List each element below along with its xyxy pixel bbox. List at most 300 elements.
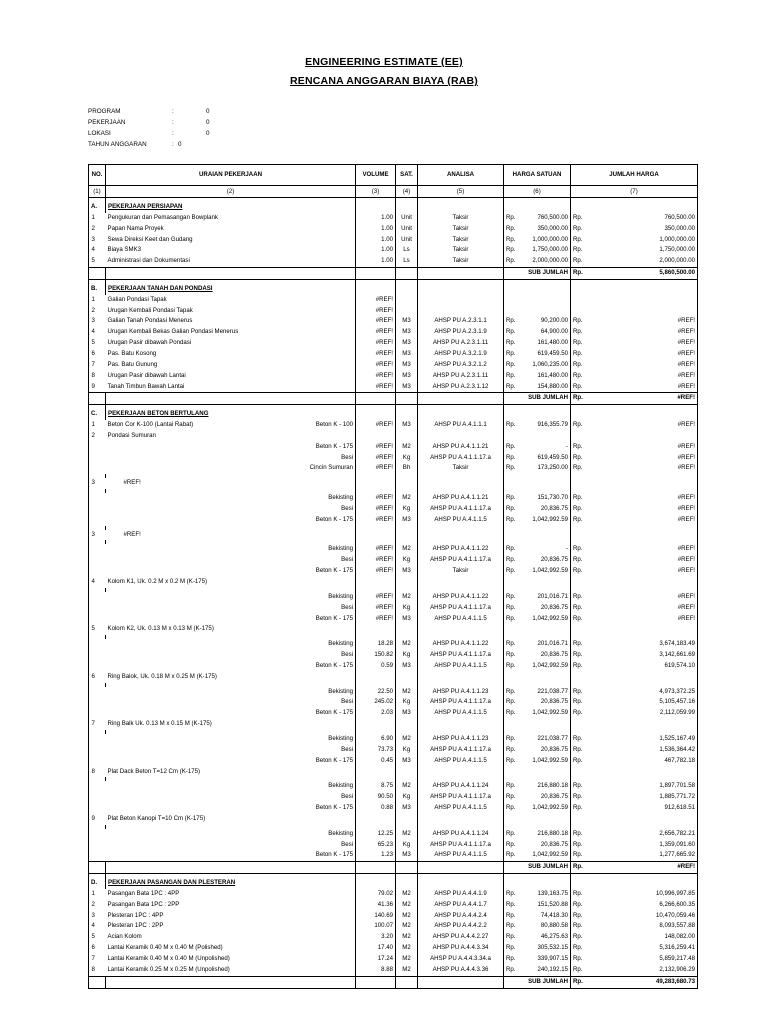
item-volume: #REF! — [356, 515, 396, 526]
item-number: 2 — [89, 431, 98, 442]
item-description — [106, 442, 270, 453]
item-volume: 17.24 — [356, 954, 396, 965]
item-component — [270, 814, 356, 825]
item-component: Besi — [341, 603, 354, 611]
indent-cell — [98, 504, 106, 515]
item-total: #REF! — [585, 555, 698, 566]
subtotal-label: SUB JUMLAH — [504, 393, 571, 405]
item-unit: M2 — [396, 639, 418, 650]
title-rab: RENCANA ANGGARAN BIAYA (RAB) — [290, 75, 478, 87]
col-header-volume: VOLUME — [356, 165, 396, 186]
currency-label: Rp. — [504, 327, 518, 338]
item-description: Biaya SMK3 — [107, 246, 142, 254]
currency-label: Rp. — [571, 976, 585, 988]
item-volume: #REF! — [356, 338, 396, 349]
indent-cell — [98, 306, 106, 317]
item-number — [89, 544, 98, 555]
item-description: Ring Balk Uk. 0.13 M x 0.15 M (K-175) — [107, 720, 212, 728]
currency-label: Rp. — [571, 316, 585, 327]
item-unit-price — [518, 767, 571, 778]
currency-label — [504, 530, 518, 541]
currency-label: Rp. — [504, 338, 518, 349]
currency-label: Rp. — [571, 900, 585, 911]
item-volume: 0.59 — [356, 661, 396, 672]
item-component: Beton K - 175 — [315, 567, 354, 575]
item-unit-price — [518, 624, 571, 635]
empty-cell — [504, 284, 571, 295]
item-volume: 1.00 — [356, 256, 396, 267]
item-analysis: AHSP PU A.4.1.1.23 — [418, 734, 504, 745]
item-component — [270, 624, 356, 635]
item-analysis: Taksir — [418, 235, 504, 246]
item-unit: M3 — [396, 382, 418, 393]
currency-label: Rp. — [504, 756, 518, 767]
item-unit-price — [518, 672, 571, 683]
indent-cell — [98, 829, 106, 840]
empty-cell — [571, 284, 698, 295]
item-component — [270, 965, 356, 976]
indent-cell — [98, 954, 106, 965]
item-total: 5,316,259.41 — [585, 943, 698, 954]
item-description: Sewa Direksi Keet dan Gudang — [107, 235, 193, 243]
empty-cell — [106, 393, 356, 405]
indent-cell — [98, 442, 106, 453]
item-unit: Kg — [396, 650, 418, 661]
item-unit: M2 — [396, 829, 418, 840]
item-total: 4,973,372.25 — [585, 687, 698, 698]
item-description: Urugan Kembali Pondasi Tapak — [107, 306, 193, 314]
currency-label: Rp. — [571, 781, 585, 792]
item-volume: 2.03 — [356, 708, 396, 719]
empty-cell — [356, 393, 396, 405]
table-row — [89, 829, 698, 840]
item-number: 4 — [89, 245, 98, 256]
item-unit: Unit — [396, 213, 418, 224]
item-unit-price — [518, 577, 571, 588]
currency-label: Rp. — [571, 650, 585, 661]
indent-cell — [98, 603, 106, 614]
table-row — [89, 371, 698, 382]
item-number — [89, 840, 98, 851]
item-description: Pondasi Sumuran — [107, 431, 156, 439]
empty-cell — [106, 862, 356, 874]
item-total — [585, 719, 698, 730]
currency-label: Rp. — [571, 592, 585, 603]
currency-label — [504, 672, 518, 683]
item-total — [585, 295, 698, 306]
item-number — [89, 781, 98, 792]
currency-label: Rp. — [571, 661, 585, 672]
item-component — [270, 349, 356, 360]
currency-label — [504, 719, 518, 730]
item-component — [270, 371, 356, 382]
item-unit: M3 — [396, 360, 418, 371]
currency-label: Rp. — [571, 921, 585, 932]
item-component: Beton K - 175 — [315, 804, 354, 812]
item-description — [106, 566, 270, 577]
item-unit-price: 20,836.75 — [540, 840, 569, 848]
currency-label: Rp. — [504, 235, 518, 246]
item-unit: M3 — [396, 566, 418, 577]
item-unit-price: 1,060,235.00 — [532, 360, 569, 368]
empty-cell — [396, 268, 418, 280]
item-volume: 1.00 — [356, 245, 396, 256]
item-number: 4 — [89, 577, 98, 588]
table-row — [89, 900, 698, 911]
item-unit-price — [518, 478, 571, 489]
indent-cell — [98, 745, 106, 756]
indent-cell — [98, 566, 106, 577]
item-total: 350,000.00 — [585, 224, 698, 235]
item-number — [89, 745, 98, 756]
currency-label — [504, 814, 518, 825]
item-component — [270, 382, 356, 393]
item-number: 1 — [89, 213, 98, 224]
item-number — [89, 555, 98, 566]
item-description: Urugan Pasir dibawah Pondasi — [107, 339, 192, 347]
indent-cell — [98, 697, 106, 708]
indent-cell — [98, 382, 106, 393]
empty-cell — [89, 976, 106, 988]
item-volume: 12.25 — [356, 829, 396, 840]
empty-cell — [89, 393, 106, 405]
currency-label: Rp. — [571, 792, 585, 803]
item-component: Beton K - 175 — [315, 515, 354, 523]
item-analysis: AHSP PU A.4.4.1.7 — [418, 900, 504, 911]
item-unit: Ls — [396, 245, 418, 256]
item-unit-price: - — [565, 442, 569, 450]
item-unit: M2 — [396, 965, 418, 976]
subtotal-row — [89, 862, 698, 874]
item-description — [106, 603, 270, 614]
item-number: 1 — [89, 295, 98, 306]
item-volume: 22.50 — [356, 687, 396, 698]
table-row — [89, 767, 698, 778]
item-total: 912,618.51 — [585, 803, 698, 814]
item-unit-price: 1,042,992.59 — [532, 756, 569, 764]
item-unit: M3 — [396, 327, 418, 338]
item-total: 2,112,059.99 — [585, 708, 698, 719]
item-number: 8 — [89, 965, 98, 976]
item-unit-price: 20,836.75 — [540, 556, 569, 564]
currency-label: Rp. — [571, 360, 585, 371]
table-row — [89, 245, 698, 256]
item-analysis: AHSP PU A.4.1.1.5 — [418, 756, 504, 767]
title-engineering-estimate: ENGINEERING ESTIMATE (EE) — [305, 56, 463, 68]
indent-cell — [98, 650, 106, 661]
item-total: 10,470,059.46 — [585, 911, 698, 922]
item-description: Pasangan Bata 1PC : 2PP — [107, 900, 180, 908]
indent-cell — [98, 295, 106, 306]
item-component — [270, 245, 356, 256]
item-analysis: AHSP PU A.4.4.1.9 — [418, 889, 504, 900]
item-description — [106, 592, 270, 603]
item-description: Galian Tanah Pondasi Menerus — [107, 317, 193, 325]
indent-cell — [98, 316, 106, 327]
item-component: Besi — [341, 698, 354, 706]
item-analysis — [418, 295, 504, 306]
item-number — [89, 504, 98, 515]
indent-cell — [98, 431, 106, 442]
item-component: Bekisting — [328, 640, 354, 648]
section-title: PEKERJAAN TANAH DAN PONDASI — [106, 284, 356, 295]
item-unit-price: 20,836.75 — [540, 603, 569, 611]
item-component: Beton K - 175 — [315, 851, 354, 859]
item-number — [89, 803, 98, 814]
item-description: Plat Dack Beton T=12 Cm (K-175) — [107, 767, 201, 775]
currency-label: Rp. — [504, 614, 518, 625]
item-component — [270, 932, 356, 943]
item-volume: 0.88 — [356, 803, 396, 814]
item-volume: 1.00 — [356, 224, 396, 235]
item-total: 3,142,661.69 — [585, 650, 698, 661]
indent-cell — [98, 256, 106, 267]
currency-label: Rp. — [504, 639, 518, 650]
item-number: 3 — [89, 478, 98, 489]
item-volume: #REF! — [356, 603, 396, 614]
item-description — [106, 687, 270, 698]
item-analysis — [418, 431, 504, 442]
item-number — [89, 603, 98, 614]
currency-label: Rp. — [571, 965, 585, 976]
item-analysis: AHSP PU A.2.3.1.11 — [418, 338, 504, 349]
item-unit-price: 1,042,992.59 — [532, 709, 569, 717]
indent-cell — [98, 756, 106, 767]
indent-cell — [98, 719, 106, 730]
item-description — [106, 792, 270, 803]
item-volume: #REF! — [356, 463, 396, 474]
table-row — [89, 295, 698, 306]
item-total: 1,750,000.00 — [585, 245, 698, 256]
table-row — [89, 478, 698, 489]
item-description — [106, 614, 270, 625]
item-analysis: AHSP PU A.2.3.1.1 — [418, 316, 504, 327]
table-row — [89, 515, 698, 526]
table-row — [89, 965, 698, 976]
table-row — [89, 889, 698, 900]
item-unit-price: 151,730.70 — [537, 494, 569, 502]
item-component — [270, 295, 356, 306]
item-analysis: Taksir — [418, 463, 504, 474]
item-description: Lantai Keramik 0.40 M x 0.40 M (Unpolished) — [107, 955, 230, 962]
table-row — [89, 639, 698, 650]
item-number: 1 — [89, 420, 98, 431]
subtotal-row — [89, 268, 698, 280]
item-unit — [396, 431, 418, 442]
currency-label: Rp. — [571, 862, 585, 874]
item-unit-price: 173,250.00 — [537, 464, 569, 472]
item-number — [89, 792, 98, 803]
item-description — [106, 850, 270, 861]
currency-label: Rp. — [571, 555, 585, 566]
empty-cell — [106, 268, 356, 280]
item-unit: M2 — [396, 781, 418, 792]
col-header-sat: SAT. — [396, 165, 418, 186]
item-volume: #REF! — [356, 306, 396, 317]
item-component — [270, 360, 356, 371]
indent-cell — [98, 544, 106, 555]
item-analysis: AHSP PU A.4.4.3.36 — [418, 965, 504, 976]
currency-label: Rp. — [504, 745, 518, 756]
currency-label: Rp. — [504, 850, 518, 861]
indent-cell — [98, 708, 106, 719]
table-row — [89, 235, 698, 246]
item-total: #REF! — [585, 371, 698, 382]
item-unit-price: 619,459.50 — [537, 349, 569, 357]
item-component: Bekisting — [328, 592, 354, 600]
table-row — [89, 756, 698, 767]
item-component: Bekisting — [328, 545, 354, 553]
currency-label — [571, 767, 585, 778]
item-description — [106, 453, 270, 464]
currency-label: Rp. — [571, 245, 585, 256]
item-total: 8,093,557.88 — [585, 921, 698, 932]
item-unit: Kg — [396, 840, 418, 851]
item-component — [270, 306, 356, 317]
item-description: Plat Beton Kanopi T=10 Cm (K-175) — [107, 814, 206, 822]
currency-label: Rp. — [571, 420, 585, 431]
item-total: 760,500.00 — [585, 213, 698, 224]
item-volume: 100.07 — [356, 921, 396, 932]
item-description: Lantai Keramik 0.25 M x 0.25 M (Unpolished) — [107, 965, 230, 973]
empty-cell — [89, 862, 106, 874]
indent-cell — [98, 672, 106, 683]
item-total — [585, 814, 698, 825]
item-component: Beton K - 175 — [315, 442, 354, 450]
table-row — [89, 781, 698, 792]
item-unit-price: 1,042,992.59 — [532, 804, 569, 812]
item-unit: M3 — [396, 349, 418, 360]
item-number — [89, 463, 98, 474]
item-unit — [396, 295, 418, 306]
col-number: (5) — [418, 186, 504, 198]
section-code: A. — [89, 202, 106, 213]
item-number — [89, 661, 98, 672]
item-total: 3,674,183.49 — [585, 639, 698, 650]
item-volume: 8.88 — [356, 965, 396, 976]
currency-label: Rp. — [504, 921, 518, 932]
item-component: Beton K - 175 — [315, 614, 354, 622]
item-volume: #REF! — [356, 544, 396, 555]
item-unit-price: 20,836.75 — [540, 698, 569, 706]
item-component: Besi — [341, 745, 354, 753]
item-analysis: AHSP PU A.4.1.1.24 — [418, 781, 504, 792]
currency-label — [571, 295, 585, 306]
item-volume: #REF! — [356, 566, 396, 577]
table-row — [89, 661, 698, 672]
subtotal-row — [89, 976, 698, 988]
currency-label: Rp. — [571, 544, 585, 555]
item-volume: 1.00 — [356, 235, 396, 246]
item-unit-price: 2,000,000.00 — [532, 257, 569, 265]
item-total: 5,859,217.48 — [585, 954, 698, 965]
item-unit — [396, 478, 418, 489]
item-unit: Unit — [396, 224, 418, 235]
item-description: Pasangan Bata 1PC : 4PP — [107, 889, 180, 897]
item-unit: M2 — [396, 592, 418, 603]
item-unit-price — [518, 530, 571, 541]
empty-cell — [504, 409, 571, 420]
item-description: Papan Nama Proyek — [107, 224, 164, 232]
item-number — [89, 639, 98, 650]
item-volume: 1.00 — [356, 213, 396, 224]
currency-label: Rp. — [571, 932, 585, 943]
item-component: Beton K - 175 — [315, 661, 354, 669]
item-description: #REF! — [123, 530, 141, 538]
currency-label: Rp. — [571, 224, 585, 235]
currency-label: Rp. — [571, 756, 585, 767]
item-description — [106, 515, 270, 526]
item-analysis: AHSP PU A.4.1.1.24 — [418, 829, 504, 840]
item-volume — [356, 719, 396, 730]
item-volume: #REF! — [356, 555, 396, 566]
item-unit-price: 760,500.00 — [537, 213, 569, 221]
currency-label — [504, 431, 518, 442]
item-analysis: AHSP PU A.4.4.2.2 — [418, 921, 504, 932]
item-volume: #REF! — [356, 316, 396, 327]
item-number — [89, 515, 98, 526]
item-analysis: AHSP PU A.4.1.1.17.a — [418, 650, 504, 661]
indent-cell — [98, 624, 106, 635]
table-row — [89, 544, 698, 555]
item-number — [89, 850, 98, 861]
item-total: 1,525,167.49 — [585, 734, 698, 745]
currency-label: Rp. — [571, 889, 585, 900]
item-volume — [356, 767, 396, 778]
currency-label: Rp. — [504, 687, 518, 698]
item-unit-price — [518, 431, 571, 442]
currency-label: Rp. — [504, 603, 518, 614]
item-volume: #REF! — [356, 382, 396, 393]
item-total: 10,996,997.85 — [585, 889, 698, 900]
item-unit-price: 20,836.75 — [540, 745, 569, 753]
currency-label — [504, 478, 518, 489]
indent-cell — [98, 453, 106, 464]
currency-label: Rp. — [504, 349, 518, 360]
currency-label: Rp. — [504, 544, 518, 555]
empty-cell — [571, 878, 698, 889]
currency-label: Rp. — [571, 453, 585, 464]
table-row — [89, 592, 698, 603]
item-number: 8 — [89, 767, 98, 778]
item-analysis: AHSP PU A.4.1.1.22 — [418, 544, 504, 555]
col-number: (2) — [106, 186, 356, 198]
currency-label: Rp. — [504, 213, 518, 224]
currency-label: Rp. — [571, 840, 585, 851]
item-number: 7 — [89, 954, 98, 965]
currency-label: Rp. — [504, 555, 518, 566]
subtotal-label: SUB JUMLAH — [504, 976, 571, 988]
info-lokasi: LOKASI : 0 — [88, 130, 210, 137]
item-analysis: AHSP PU A.3.2.1.2 — [418, 360, 504, 371]
section-header-row — [89, 284, 698, 295]
item-unit: Kg — [396, 697, 418, 708]
item-description — [106, 708, 270, 719]
item-unit — [396, 719, 418, 730]
info-pekerjaan: PEKERJAAN : 0 — [88, 119, 210, 126]
indent-cell — [98, 245, 106, 256]
indent-cell — [98, 420, 106, 431]
item-total — [585, 577, 698, 588]
item-unit-price: 161,480.00 — [537, 339, 569, 347]
item-total: #REF! — [585, 603, 698, 614]
table-row — [89, 431, 698, 442]
table-row — [89, 224, 698, 235]
item-volume: 6.90 — [356, 734, 396, 745]
item-volume: #REF! — [356, 493, 396, 504]
currency-label: Rp. — [504, 792, 518, 803]
empty-cell — [571, 409, 698, 420]
